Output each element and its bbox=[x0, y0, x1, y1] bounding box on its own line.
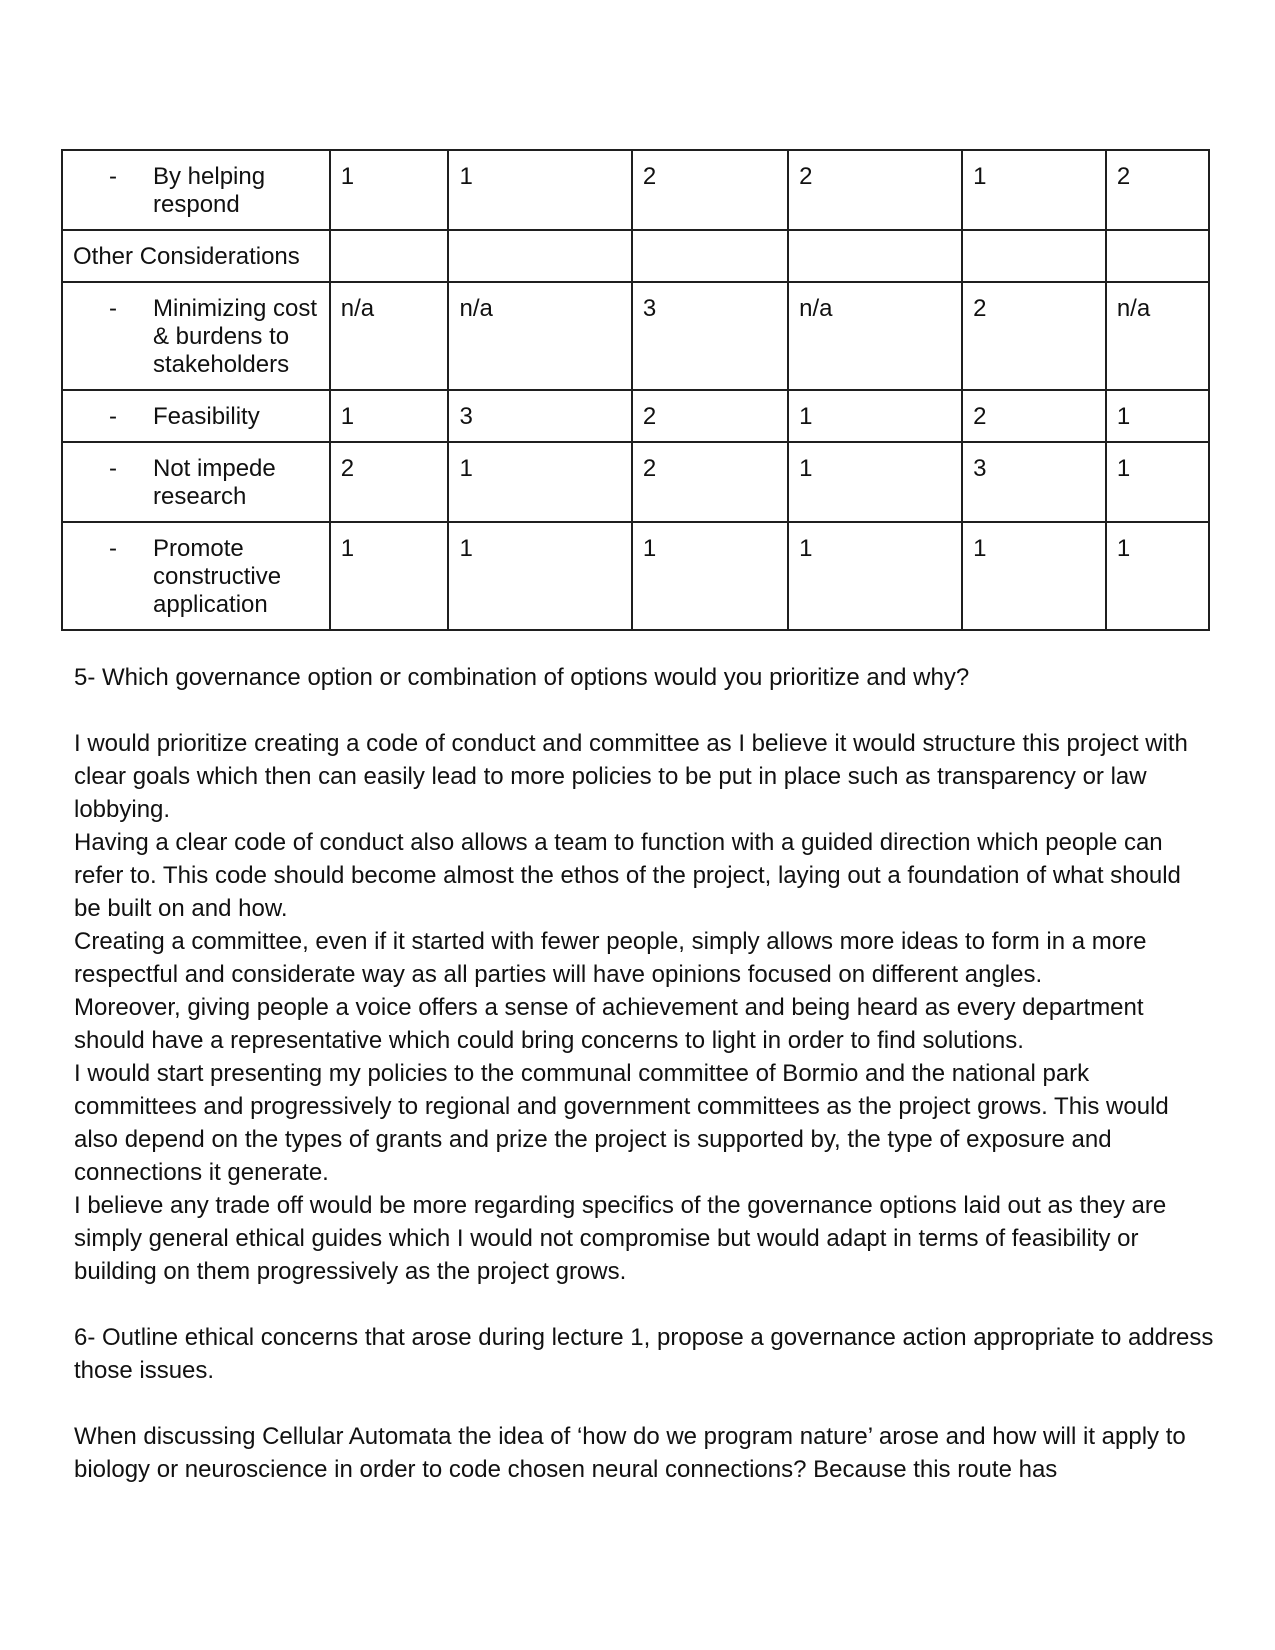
section-header-cell: Other Considerations bbox=[62, 230, 330, 282]
paragraph: Moreover, giving people a voice offers a sense of achievement and being heard as every department should have a representative which could bring concerns to light in order to find solutions. bbox=[74, 994, 1144, 1054]
score-cell: n/a bbox=[788, 282, 962, 390]
score-cell: 2 bbox=[962, 390, 1106, 442]
paragraph: Having a clear code of conduct also allows a team to function with a guided direction which people can refer to. This code should become almost the ethos of the project, laying out a foundation of what should be built on and how. bbox=[74, 829, 1181, 922]
score-cell: 1 bbox=[788, 442, 962, 522]
score-cell: 1 bbox=[962, 150, 1106, 230]
criterion-cell: - Minimizing cost & burdens to stakeholders bbox=[62, 282, 330, 390]
score-cell: 2 bbox=[632, 442, 788, 522]
score-cell: 1 bbox=[962, 522, 1106, 630]
score-cell: 1 bbox=[632, 522, 788, 630]
paragraph: Creating a committee, even if it started with fewer people, simply allows more ideas to form in a more respectful and considerate way as all parties will have opinions focused on different angles. bbox=[74, 928, 1147, 988]
score-cell: n/a bbox=[330, 282, 449, 390]
score-cell: 1 bbox=[1106, 442, 1209, 522]
score-cell: 2 bbox=[632, 150, 788, 230]
table-row bbox=[62, 390, 1209, 442]
score-cell bbox=[330, 230, 449, 282]
paragraph: When discussing Cellular Automata the idea of ‘how do we program nature’ arose and how will it apply to biology or neuroscience in order to code chosen neural connections? Because this route has bbox=[74, 1423, 1186, 1483]
ratings-table bbox=[61, 149, 1210, 631]
table-row bbox=[62, 282, 1209, 390]
table-row bbox=[62, 150, 1209, 230]
criterion-label: Not impede research bbox=[153, 455, 276, 510]
answer-section bbox=[74, 661, 1214, 1486]
criterion-cell: - Promote constructive application bbox=[62, 522, 330, 630]
score-cell: n/a bbox=[448, 282, 631, 390]
score-cell: 2 bbox=[330, 442, 449, 522]
score-cell: 1 bbox=[1106, 522, 1209, 630]
score-cell: 2 bbox=[962, 282, 1106, 390]
criterion-cell: - Feasibility bbox=[62, 390, 330, 442]
score-cell: 2 bbox=[632, 390, 788, 442]
score-cell: 1 bbox=[448, 522, 631, 630]
score-cell: n/a bbox=[1106, 282, 1209, 390]
paragraph: I would prioritize creating a code of conduct and committee as I believe it would structure this project with clear goals which then can easily lead to more policies to be put in place such as transparency or law lobbying. bbox=[74, 730, 1188, 823]
score-cell bbox=[788, 230, 962, 282]
score-cell bbox=[1106, 230, 1209, 282]
score-cell bbox=[632, 230, 788, 282]
table-row bbox=[62, 230, 1209, 282]
criterion-label: Promote constructive application bbox=[153, 535, 282, 618]
criterion-label: Feasibility bbox=[153, 403, 260, 430]
paragraph: I would start presenting my policies to the communal committee of Bormio and the national park committees and progressively to regional and government committees as the project grows. This would also depend on the types of grants and prize the project is supported by, the type of exposure and connections it generate. bbox=[74, 1060, 1169, 1186]
criterion-label: Minimizing cost & burdens to stakeholders bbox=[153, 295, 318, 378]
score-cell: 2 bbox=[788, 150, 962, 230]
score-cell: 3 bbox=[632, 282, 788, 390]
score-cell bbox=[448, 230, 631, 282]
paragraph: I believe any trade off would be more regarding specifics of the governance options laid out as they are simply general ethical guides which I would not compromise but would adapt in terms of feasibility or building on them progressively as the project grows. bbox=[74, 1192, 1167, 1285]
score-cell: 2 bbox=[1106, 150, 1209, 230]
score-cell: 1 bbox=[448, 442, 631, 522]
table-row bbox=[62, 442, 1209, 522]
score-cell: 1 bbox=[330, 522, 449, 630]
score-cell: 1 bbox=[448, 150, 631, 230]
criterion-label: By helping respond bbox=[153, 163, 266, 218]
score-cell bbox=[962, 230, 1106, 282]
table-row bbox=[62, 522, 1209, 630]
question-5-heading: 5- Which governance option or combination of options would you prioritize and why? bbox=[74, 664, 970, 691]
score-cell: 1 bbox=[788, 390, 962, 442]
score-cell: 1 bbox=[330, 390, 449, 442]
score-cell: 1 bbox=[1106, 390, 1209, 442]
score-cell: 1 bbox=[330, 150, 449, 230]
criterion-cell: - Not impede research bbox=[62, 442, 330, 522]
question-6-heading: 6- Outline ethical concerns that arose during lecture 1, propose a governance action appropriate to address those issues. bbox=[74, 1324, 1214, 1384]
score-cell: 3 bbox=[448, 390, 631, 442]
score-cell: 3 bbox=[962, 442, 1106, 522]
score-cell: 1 bbox=[788, 522, 962, 630]
criterion-cell: - By helping respond bbox=[62, 150, 330, 230]
